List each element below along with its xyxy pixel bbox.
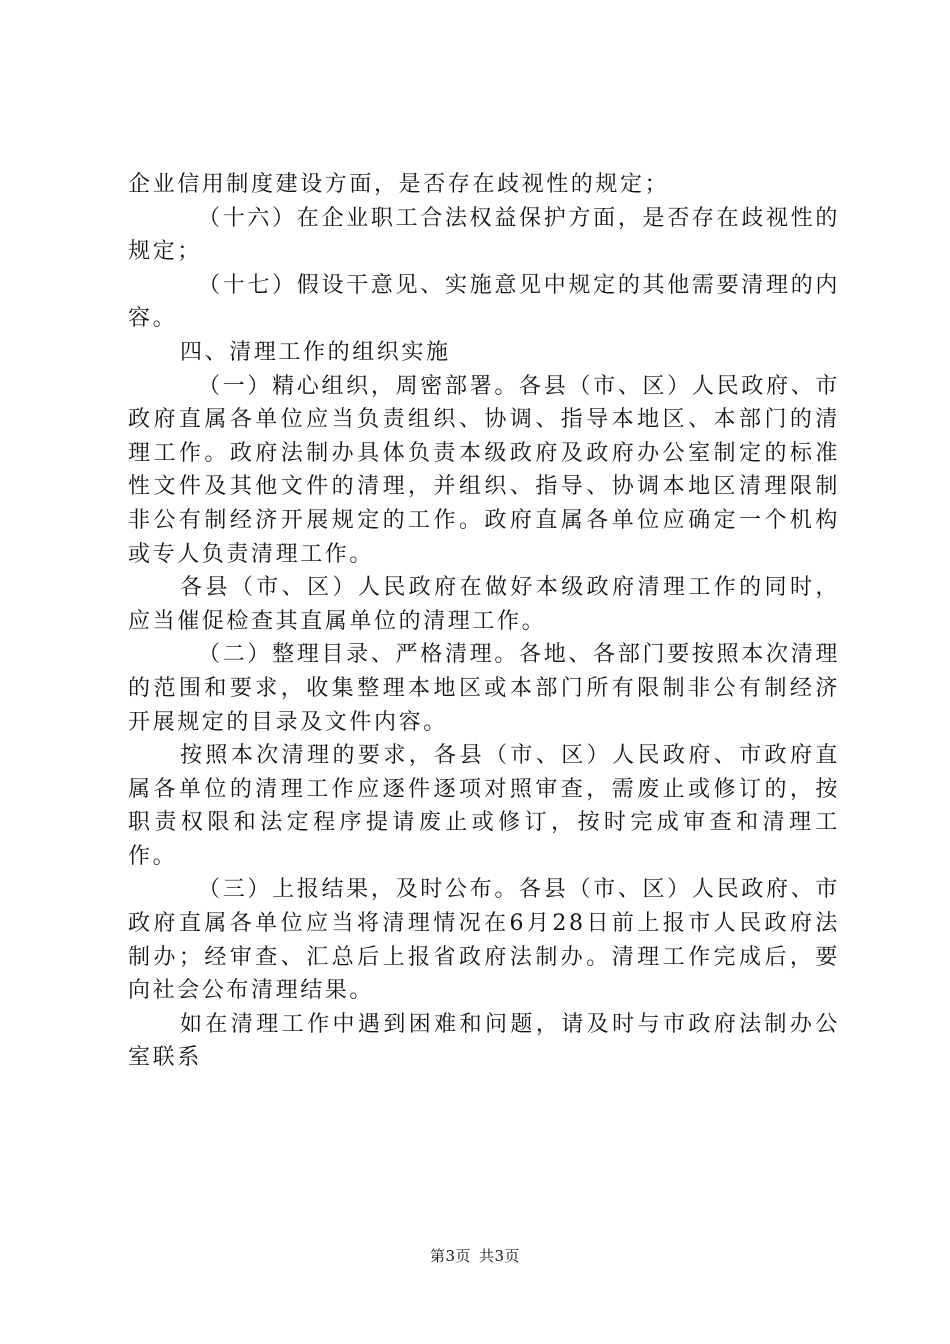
paragraph: （二）整理目录、严格清理。各地、各部门要按照本次清理的范围和要求，收集整理本地区或本部门所有限制非公有制经济开展规定的目录及文件内容。 (128, 642, 840, 735)
paragraph: 企业信用制度建设方面，是否存在歧视性的规定； (128, 172, 670, 197)
paragraph: （三）上报结果，及时公布。各县（市、区）人民政府、市政府直属各单位应当将清理情况在6月28日前上报市人民政府法制办；经审查、汇总后上报省政府法制办。清理工作完成后，要向社会公布清理结果。 (128, 877, 840, 1004)
paragraph: （一）精心组织，周密部署。各县（市、区）人民政府、市政府直属各单位应当负责组织、协调、指导本地区、本部门的清理工作。政府法制办具体负责本级政府及政府办公室制定的标准性文件及其他文件的清理，并组织、指导、协调本地区清理限制非公有制经济开展规定的工作。政府直属各单位应确定一个机构或专人负责清理工作。 (128, 373, 840, 567)
paragraph: 按照本次清理的要求，各县（市、区）人民政府、市政府直属各单位的清理工作应逐件逐项对照审查，需废止或修订的，按职责权限和法定程序提请废止或修订，按时完成审查和清理工作。 (128, 743, 840, 869)
paragraph: 如在清理工作中遇到困难和问题，请及时与市政府法制办公室联系 (128, 1011, 840, 1071)
current-page-label: 第3页 (429, 1247, 471, 1265)
page-footer (0, 1245, 950, 1266)
section-heading: 四、清理工作的组织实施 (180, 339, 451, 365)
paragraph: 各县（市、区）人民政府在做好本级政府清理工作的同时，应当催促检查其直属单位的清理工作。 (128, 575, 840, 634)
total-pages-label: 共3页 (479, 1247, 521, 1265)
paragraph: （十七）假设干意见、实施意见中规定的其他需要清理的内容。 (128, 272, 840, 332)
paragraph: （十六）在企业职工合法权益保护方面，是否存在歧视性的规定； (128, 205, 840, 265)
document-body (128, 168, 840, 1075)
